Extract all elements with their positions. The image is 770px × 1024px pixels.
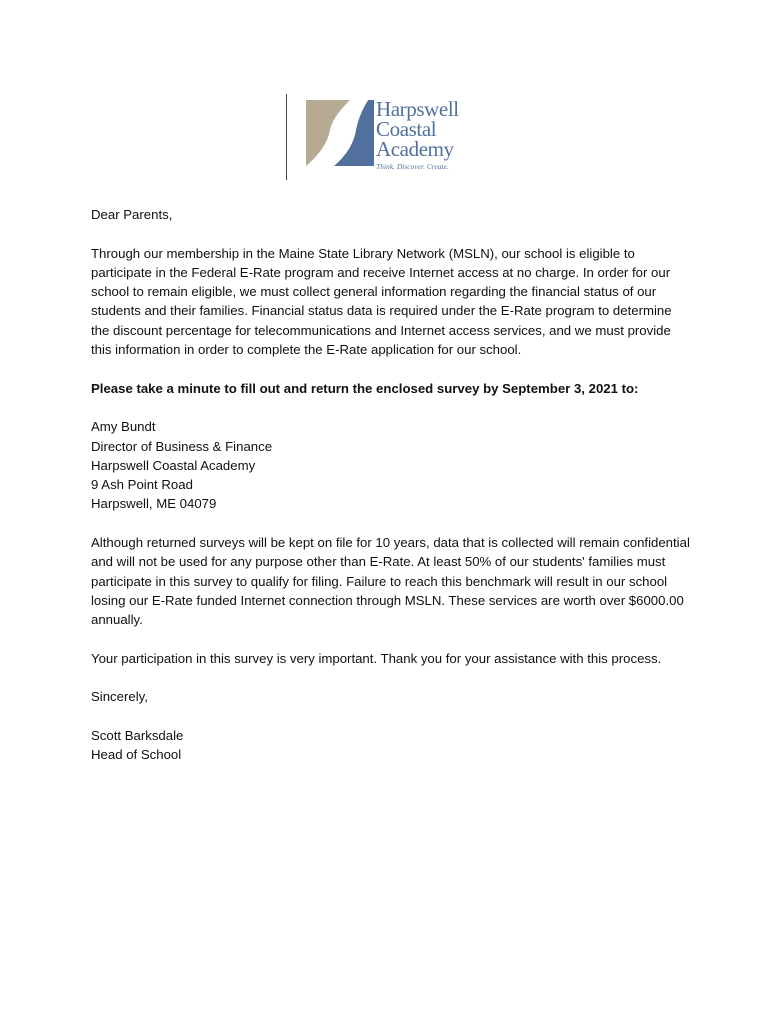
letter-body xyxy=(91,205,691,784)
academy-name-line1: Harpswell xyxy=(376,97,459,121)
paragraph-confidentiality: Although returned surveys will be kept on file for 10 years, data that is collected will remain confidential and will not be used for any purpose other than E-Rate. At least 50% of our students' families must participate in this survey to qualify for filing. Failure to reach this benchmark will result in our school losing our E-Rate funded Internet connection through MSLN. These services are worth over $6000.00 annually. xyxy=(91,535,690,628)
return-address xyxy=(91,417,691,513)
academy-name xyxy=(376,99,459,159)
signer-title: Head of School xyxy=(91,747,182,763)
survey-instruction: Please take a minute to fill out and return the enclosed survey by September 3, 2021 to: xyxy=(91,380,639,396)
academy-tagline: Think. Discover. Create. xyxy=(376,162,449,171)
academy-name-line3: Academy xyxy=(376,137,454,161)
letterhead xyxy=(286,94,486,180)
address-title: Director of Business & Finance xyxy=(91,438,273,454)
closing: Sincerely, xyxy=(91,689,148,705)
address-name: Amy Bundt xyxy=(91,419,156,435)
address-organization: Harpswell Coastal Academy xyxy=(91,457,256,473)
paragraph-participation: Your participation in this survey is very important. Thank you for your assistance with this process. xyxy=(91,650,662,666)
salutation: Dear Parents, xyxy=(91,207,173,222)
address-city: Harpswell, ME 04079 xyxy=(91,496,217,512)
header-divider xyxy=(286,94,287,180)
academy-name-line2: Coastal xyxy=(376,117,437,141)
address-street: 9 Ash Point Road xyxy=(91,477,193,493)
signature-block xyxy=(91,726,691,765)
academy-logo-icon xyxy=(306,100,374,166)
signer-name: Scott Barksdale xyxy=(91,728,184,744)
paragraph-msln: Through our membership in the Maine State Library Network (MSLN), our school is eligible to participate in the Federal E-Rate program and receive Internet access at no charge. In order for our school to remain eligible, we must collect general information regarding the financial status of our students and their families. Financial status data is required under the E-Rate program to determine the discount percentage for telecommunications and Internet access services, and we must provide this information in order to complete the E-Rate application for our school. xyxy=(91,245,672,358)
